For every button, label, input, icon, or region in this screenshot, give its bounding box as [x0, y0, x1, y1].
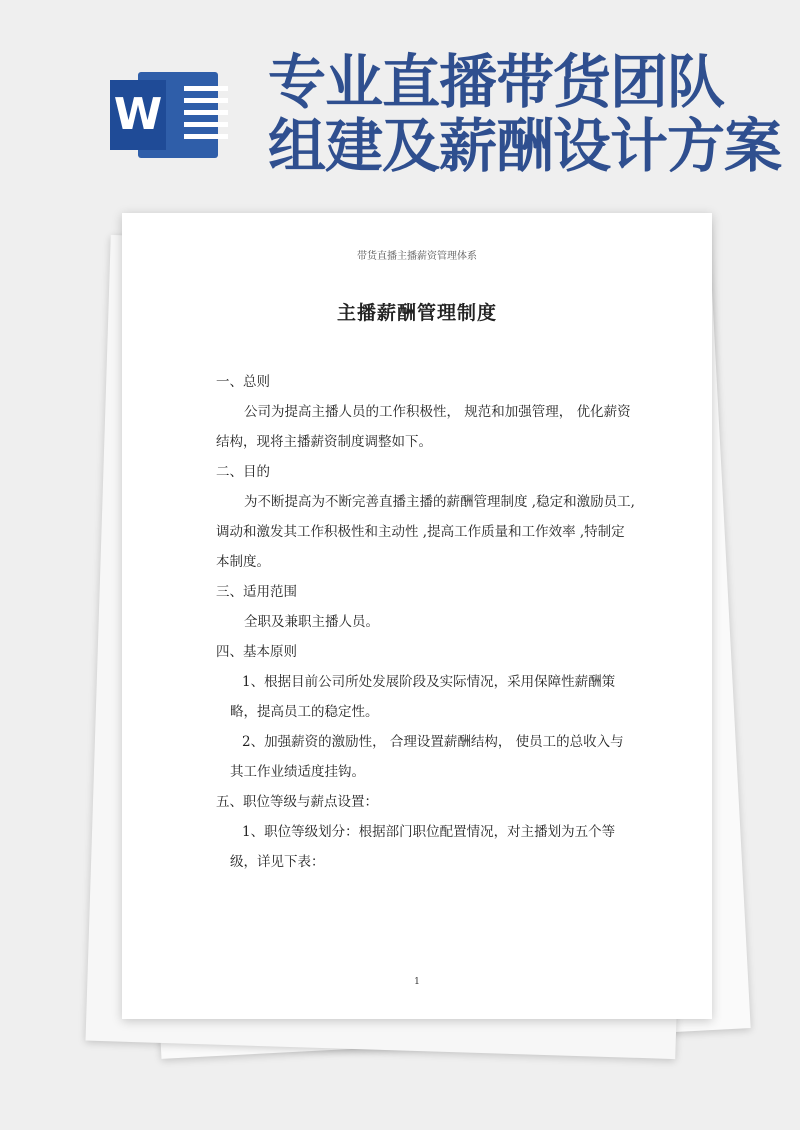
document-page [122, 213, 712, 1019]
section-list-item: 1、职位等级划分：根据部门职位配置情况，对主播划为五个等级，详见下表： [230, 824, 616, 870]
banner-title-line1: 专业直播带货团队 [268, 48, 725, 116]
section-heading: 二、目的 [216, 464, 270, 480]
word-icon-line [184, 134, 228, 139]
banner-title-line2: 组建及薪酬设计方案 [268, 112, 782, 180]
section-paragraph: 为不断提高为不断完善直播主播的薪酬管理制度 ,稳定和激励员工,调动和激发其工作积极性和主动性 ,提高工作质量和工作效率 ,特制定本制度。 [216, 494, 635, 570]
document-body [216, 367, 636, 877]
section-paragraph: 公司为提高主播人员的工作积极性， 规范和加强管理， 优化薪资结构，现将主播薪资制度调整如下。 [216, 404, 631, 450]
word-icon-line [184, 98, 228, 103]
section-heading: 五、职位等级与薪点设置： [216, 794, 378, 810]
section-paragraph: 全职及兼职主播人员。 [244, 614, 379, 630]
running-header: 带货直播主播薪资管理体系 [357, 251, 477, 262]
word-app-icon [110, 72, 218, 158]
section-heading: 四、基本原则 [216, 644, 297, 660]
word-icon-line [184, 86, 228, 91]
section-list-item: 2、加强薪资的激励性， 合理设置薪酬结构， 使员工的总收入与其工作业绩适度挂钩。 [230, 734, 624, 780]
page-number: 1 [414, 977, 420, 987]
word-icon-line [184, 122, 228, 127]
banner-title [268, 50, 781, 178]
section-list-item: 1、根据目前公司所处发展阶段及实际情况，采用保障性薪酬策略，提高员工的稳定性。 [230, 674, 616, 720]
word-letter-icon: W [110, 80, 166, 150]
document-title: 主播薪酬管理制度 [336, 302, 497, 324]
section-heading: 三、适用范围 [216, 584, 297, 600]
section-heading: 一、总则 [216, 374, 270, 390]
word-icon-line [184, 110, 228, 115]
